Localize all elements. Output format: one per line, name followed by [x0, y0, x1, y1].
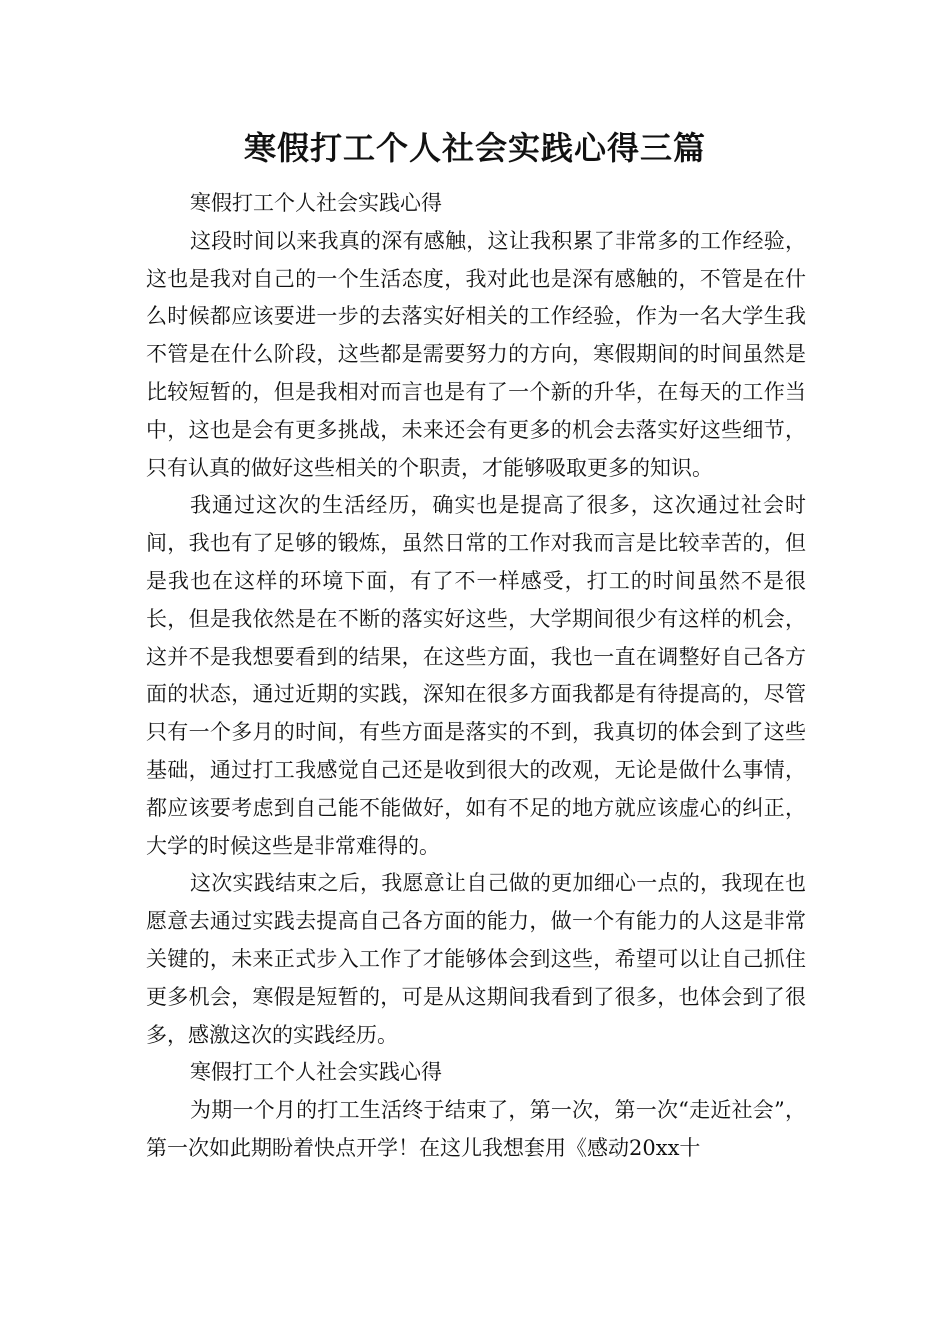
- document-body: [146, 185, 806, 1168]
- document-title: 寒假打工个人社会实践心得三篇: [243, 129, 706, 167]
- section-heading: 寒假打工个人社会实践心得: [190, 1060, 442, 1085]
- section-heading: 寒假打工个人社会实践心得: [190, 191, 442, 215]
- body-paragraph: 我通过这次的生活经历，确实也是提高了很多，这次通过社会时间，我也有了足够的锻炼，虽然日常的工作对我而言是比较幸苦的，但是我也在这样的环境下面，有了不一样感受，打工的时间虽然不是很长，但是我依然是在不断的落实好这些，大学期间很少有这样的机会，这并不是我想要看到的结果，在这些方面，我也一直在调整好自己各方面的状态，通过近期的实践，深知在很多方面我都是有待提高的，尽管只有一个多月的时间，有些方面是落实的不到，我真切的体会到了这些基础，通过打工我感觉自己还是收到很大的改观，无论是做什么事情，都应该要考虑到自己能不能做好，如有不足的地方就应该虚心的纠正，大学的时候这些是非常难得的。: [146, 493, 806, 858]
- body-paragraph: 为期一个月的打工生活终于结束了，第一次，第一次“走近社会”，第一次如此期盼着快点开学！在这儿我想套用《感动20xx十: [146, 1098, 806, 1160]
- body-paragraph: 这次实践结束之后，我愿意让自己做的更加细心一点的，我现在也愿意去通过实践去提高自己各方面的能力，做一个有能力的人这是非常关键的，未来正式步入工作了才能够体会到这些，希望可以让自己抓住更多机会，寒假是短暂的，可是从这期间我看到了很多，也体会到了很多，感激这次的实践经历。: [146, 871, 806, 1047]
- body-paragraph: 这段时间以来我真的深有感触，这让我积累了非常多的工作经验，这也是我对自己的一个生活态度，我对此也是深有感触的，不管是在什么时候都应该要进一步的去落实好相关的工作经验，作为一名大学生我不管是在什么阶段，这些都是需要努力的方向，寒假期间的时间虽然是比较短暂的，但是我相对而言也是有了一个新的升华，在每天的工作当中，这也是会有更多挑战，未来还会有更多的机会去落实好这些细节，只有认真的做好这些相关的个职责，才能够吸取更多的知识。: [146, 228, 806, 480]
